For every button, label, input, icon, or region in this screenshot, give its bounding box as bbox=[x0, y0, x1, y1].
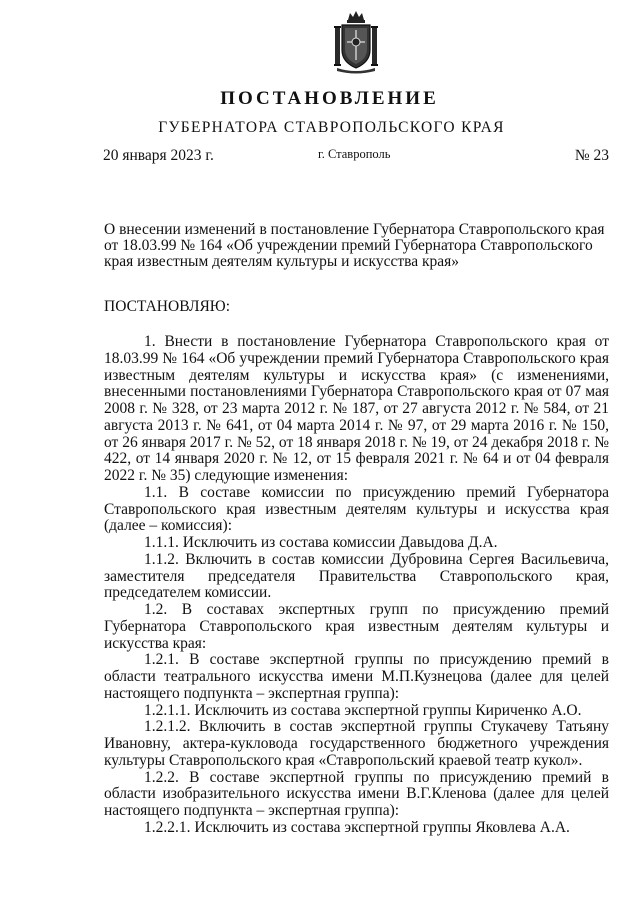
paragraph: 1.1.1. Исключить из состава комиссии Давыдова Д.А. bbox=[144, 534, 498, 551]
paragraph: 1.2.2. В составе экспертной группы по присуждению премий в области изобразительного искусства имени В.Г.Кленова (далее для целей настоящего подпункта – экспертная группа): bbox=[104, 768, 609, 819]
document-number: № 23 bbox=[574, 147, 609, 164]
document-body bbox=[104, 334, 609, 837]
resolve-heading: ПОСТАНОВЛЯЮ: bbox=[104, 298, 231, 315]
paragraph: 1.2.2.1. Исключить из состава экспертной группы Яковлева А.А. bbox=[144, 818, 570, 836]
document-subtitle: ГУБЕРНАТОРА СТАВРОПОЛЬСКОГО КРАЯ bbox=[158, 119, 505, 136]
document-city: г. Ставрополь bbox=[318, 147, 391, 161]
document-title: ПОСТАНОВЛЕНИЕ bbox=[220, 88, 439, 109]
paragraph: 1. Внести в постановление Губернатора Ставропольского края от 18.03.99 № 164 «Об учреждении премий Губернатора Ставропольского края известным деятелям культуры и искусства края» (с изменениями, внесенными постановлениями Губернатора Ставропольского края от 07 мая 2008 г. № 328, от 23 марта 2012 г. № 187, от 27 августа 2012 г. № 584, от 21 августа 2013 г. № 641, от 04 марта 2014 г. № 97, от 29 марта 2016 г. № 150, от 26 января 2017 г. № 52, от 18 января 2018 г. № 19, от 24 декабря 2018 г. № 422, от 14 января 2020 г. № 12, от 15 февраля 2021 г. № 64 и от 04 февраля 2022 г. № 35) следующие изменения: bbox=[104, 333, 609, 484]
paragraph: 1.2. В составах экспертных групп по присуждению премий Губернатора Ставропольского края известным деятелям культуры и искусства края: bbox=[104, 601, 609, 652]
paragraph: 1.1. В составе комиссии по присуждению премий Губернатора Ставропольского края известным деятелям культуры и искусства края (далее – комиссия): bbox=[104, 483, 609, 535]
document-subject: О внесении изменений в постановление Губернатора Ставропольского края от 18.03.99 № 164 «Об учреждении премий Губернатора Ставропольского края известным деятелям культуры и искусства края» bbox=[104, 221, 605, 270]
paragraph: 1.2.1.2. Включить в состав экспертной группы Стукачеву Татьяну Ивановну, актера-кукловода государственного бюджетного учреждения культуры Ставропольского края «Ставропольский краевой театр кукол». bbox=[104, 718, 609, 769]
document-date: 20 января 2023 г. bbox=[103, 147, 214, 164]
paragraph: 1.1.2. Включить в состав комиссии Дубровина Сергея Васильевича, заместителя председателя Правительства Ставропольского края, председателем комиссии. bbox=[104, 550, 609, 602]
paragraph: 1.2.1.1. Исключить из состава экспертной группы Кириченко А.О. bbox=[144, 701, 582, 719]
coat-of-arms-icon bbox=[331, 10, 381, 74]
paragraph: 1.2.1. В составе экспертной группы по присуждению премий в области театрального искусства имени М.П.Кузнецова (далее для целей настоящего подпункта – экспертная группа): bbox=[104, 651, 609, 702]
